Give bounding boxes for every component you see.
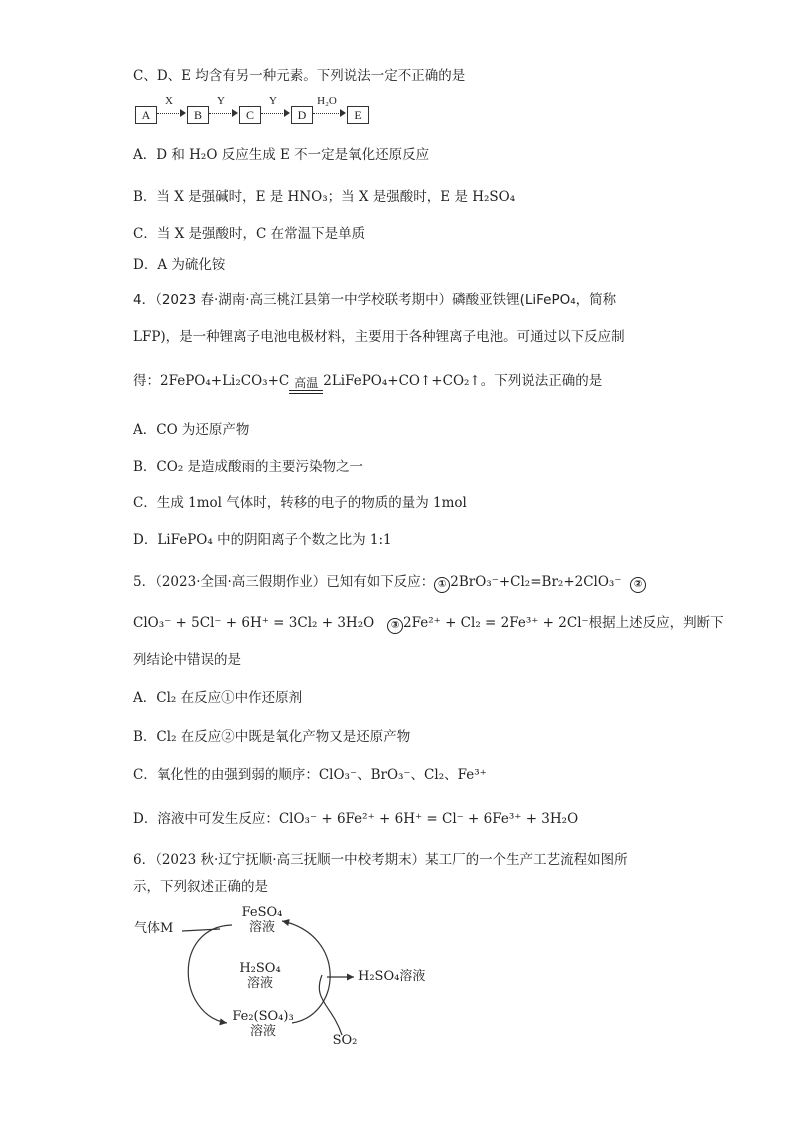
chain-box-a: A [135,106,157,124]
chain-box-b: B [187,106,209,124]
q4-option-a: A．CO 为还原产物 [133,422,250,438]
reaction-chain [135,95,375,129]
q5-equation-1: 2BrO₃⁻+Cl₂=Br₂+2ClO₃⁻ [450,574,622,590]
q5-marker-1: ① [434,577,450,593]
q4-condition-bar [289,390,323,394]
q5-marker-3: ③ [387,618,403,634]
q5-option-b: B．Cl₂ 在反应②中既是氧化产物又是还原产物 [133,729,411,745]
q5-stem-line2 [133,614,724,634]
q5-marker-2: ② [630,577,646,593]
q3-option-a: A．D 和 H₂O 反应生成 E 不一定是氧化还原反应 [133,147,430,163]
label-gas-m: 气体M [134,921,174,936]
q4-option-b: B．CO₂ 是造成酸雨的主要污染物之一 [133,459,364,475]
label-h2so4-output: H₂SO₄溶液 [358,969,426,984]
q5-option-a: A．Cl₂ 在反应①中作还原剂 [133,690,303,706]
arc-left-arrow [188,925,232,1023]
chain-arrowhead-3 [284,109,290,117]
label-fe2so43 [228,1009,298,1039]
process-cycle-diagram [132,905,452,1055]
q3-option-b: B．当 X 是强碱时，E 是 HNO₃；当 X 是强酸时，E 是 H₂SO₄ [133,189,516,205]
q6-stem-line1: 6．（2023 秋·辽宁抚顺·高三抚顺一中校考期末）某工厂的一个生产工艺流程如图所 [133,852,628,868]
label-feso4-formula: FeSO₄ [241,905,283,920]
q4-equation [133,372,602,394]
chain-label-y2: Y [269,95,277,107]
q5-stem-text: 5．（2023·全国·高三假期作业）已知有如下反应： [133,574,435,590]
q5-option-c: C．氧化性的由强到弱的顺序：ClO₃⁻、BrO₃⁻、Cl₂、Fe³⁺ [133,767,487,783]
q4-option-d: D．LiFePO₄ 中的阴阳离子个数之比为 1:1 [133,532,392,548]
q5-stem-line3: 列结论中错误的是 [133,652,241,668]
chain-label-x: X [165,95,173,107]
chain-arrowhead-1 [180,109,186,117]
q5-stem-line1 [133,573,646,593]
label-h2so4-center [236,961,284,991]
label-h2so4-center-formula: H₂SO₄ [239,961,281,976]
chain-arrow-2 [209,113,233,114]
q5-equation-3: 2Fe²⁺ + Cl₂ = 2Fe³⁺ + 2Cl⁻ [403,615,589,631]
label-fe2so43-formula: Fe₂(SO₄)₃ [232,1009,294,1024]
so2-input-curve [319,975,342,1035]
q5-stem-tail: 根据上述反应，判断下 [588,615,724,631]
chain-label-h2o: H₂O [317,95,337,107]
label-so2: SO₂ [332,1033,358,1048]
chain-arrow-3 [261,113,285,114]
q4-condition-mark [289,377,323,394]
q5-option-d: D．溶液中可发生反应：ClO₃⁻ + 6Fe²⁺ + 6H⁺ = Cl⁻ + 6Fe³⁺ + 3H₂O [133,811,579,827]
chain-label-y1: Y [217,95,225,107]
label-h2so4-center-solution: 溶液 [246,976,273,991]
q4-stem-line1: 4．（2023 春·湖南·高三桃江县第一中学校联考期中）磷酸亚铁锂(LiFePO₄，简称 [133,292,617,308]
label-fe2so43-solution: 溶液 [249,1024,276,1039]
arc-right-arrow [282,921,330,1023]
chain-box-c: C [239,106,261,124]
chain-arrowhead-4 [340,109,346,117]
q4-option-c: C．生成 1mol 气体时，转移的电子的物质的量为 1mol [133,495,467,511]
gas-m-connector [182,929,220,931]
q4-equation-left: 得：2FePO₄+Li₂CO₃+C [133,373,290,389]
chain-box-e: E [347,106,369,124]
intro-line: C、D、E 均含有另一种元素。下列说法一定不正确的是 [133,68,466,84]
chain-arrow-1 [157,113,181,114]
q3-option-c: C．当 X 是强酸时，C 在常温下是单质 [133,226,366,242]
chain-arrow-4 [313,113,341,114]
chain-box-d: D [291,106,313,124]
label-feso4 [240,905,284,935]
label-feso4-solution: 溶液 [248,920,275,935]
chain-arrowhead-2 [232,109,238,117]
q4-stem-line2: LFP)，是一种锂离子电池电极材料，主要用于各种锂离子电池。可通过以下反应制 [133,329,625,345]
q4-condition-text: 高温 [294,376,319,390]
q3-option-d: D．A 为硫化铵 [133,257,226,273]
q6-stem-line2: 示，下列叙述正确的是 [133,879,268,895]
q5-equation-2: ClO₃⁻ + 5Cl⁻ + 6H⁺ = 3Cl₂ + 3H₂O [133,615,375,631]
q4-equation-right: 2LiFePO₄+CO↑+CO₂↑。下列说法正确的是 [323,373,603,389]
